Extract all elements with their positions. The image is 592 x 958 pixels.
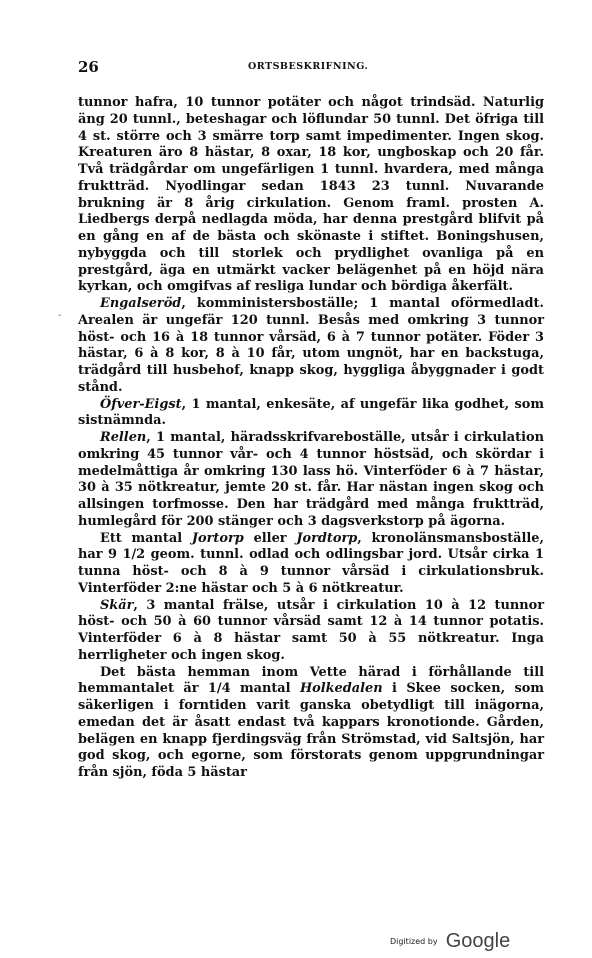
- digitized-footer: [390, 930, 530, 954]
- paragraph: [78, 397, 544, 431]
- place-name: Rellen: [100, 430, 147, 445]
- paragraph: [78, 430, 544, 531]
- paragraph: [78, 95, 544, 296]
- text-run: , 3 mantal frälse, utsår i cirkulation 10 à 12 tunnor höst- och 50 à 60 tunnor vårsäd samt 12 à 14 tunnor potatis. Vinterföder 6 à 8 hästar samt 50 à 55 nötkreatur. Inga herrligheter och ingen skog.: [78, 597, 544, 663]
- text-run: Det bästa hemman inom Vette härad i förhållande till hemmantalet är 1/4 mantal: [78, 664, 544, 697]
- place-name: Jordtorp: [296, 530, 358, 546]
- text-run: eller: [243, 530, 297, 546]
- paragraph: [78, 531, 544, 598]
- paragraph: [78, 296, 544, 397]
- text-run: , 1 mantal, häradsskrifvareboställe, utsår i cirkulation omkring 45 tunnor vår- och 4 tunnor höstsäd, och skördar i medelmåttiga år omkring 130 lass hö. Vinterföder 6 à 7 hästar, 30 à 35 nötkreatur, jemte 20 st. får. Har nästan ingen skog och allsingen torfmosse. Den har trädgård med många fruktträd, humlegård för 200 stänger och 3 dagsverkstorp på ägorna.: [78, 430, 544, 529]
- paragraph: [78, 598, 544, 665]
- text-run: , komministersboställe; 1 mantal oförmedladt. Arealen är ungefär 120 tunnl. Besås med omkring 3 tunnor höst- och 16 à 18 tunnor vårsäd, 6 à 7 tunnor potäter. Föder 3 hästar, 6 à 8 kor, 8 à 10 får, utom ungnöt, har en backstuga, trädgård till husbehof, knapp skog, hyggliga åbyggnader i godt stånd.: [78, 296, 544, 395]
- body-text: [78, 95, 544, 782]
- text-run: , 1 mantal, enkesäte, af ungefär lika godhet, som sistnämnda.: [78, 396, 544, 429]
- place-name: Holkedalen: [299, 681, 383, 697]
- text-run: i Skee socken, som säkerligen i forntiden varit ganska obetydligt till inägorna, emedan det är åsatt endast två kappars kronotionde. Gården, belägen en knapp fjerdingsväg från Strömstad, vid Saltsjön, har god skog, och egorne, som förstorats genom uppgrundningar från sjön, föda 5 hästar: [78, 681, 544, 780]
- paragraph: [78, 665, 544, 782]
- google-logo: Google: [445, 930, 511, 952]
- running-head: ORTSBESKRIFNING.: [248, 61, 369, 72]
- text-run: , kronolänsmansboställe, har 9 1/2 geom. tunnl. odlad och odlingsbar jord. Utsår cirka 1 tunna höst- och 8 à 9 tunnor vårsäd i cirkulationsbruk. Vinterföder 2:ne hästar och 5 à 6 nötkreatur.: [78, 530, 544, 596]
- text-run: Ett mantal: [100, 530, 192, 546]
- place-name: Engalseröd: [100, 296, 182, 311]
- page-number: 26: [78, 58, 99, 76]
- page-header: [78, 58, 544, 78]
- text-run: tunnor hafra, 10 tunnor potäter och något trindsäd. Naturlig äng 20 tunnl., beteshagar och löflundar 50 tunnl. Det öfriga till 4 st. större och 3 smärre torp samt impedimenter. Ingen skog. Kreaturen äro 8 hästar, 8 oxar, 18 kor, ungboskap och 20 får. Två trädgårdar om ungefärligen 1 tunnl. hvardera, med många fruktträd. Nyodlingar sedan 1843 23 tunnl. Nuvarande brukning är 8 årig cirkulation. Genom framl. prosten A. Liedbergs derpå nedlagda möda, har denna prestgård blifvit på en gång en af de bästa och skönaste i stiftet. Boningshusen, nybyggda och till storlek och prydlighet ovanliga på en prestgård, äga en utmärkt vacker belägenhet på en höjd nära kyrkan, och omgifvas af resliga lundar och bördiga åkerfält.: [78, 95, 544, 295]
- place-name: Skär: [100, 597, 134, 613]
- place-name: Jortorp: [191, 530, 244, 546]
- digitized-by-label: Digitized by: [390, 937, 438, 946]
- margin-mark: -: [58, 310, 62, 321]
- place-name: Öfver-Eigst: [100, 396, 182, 412]
